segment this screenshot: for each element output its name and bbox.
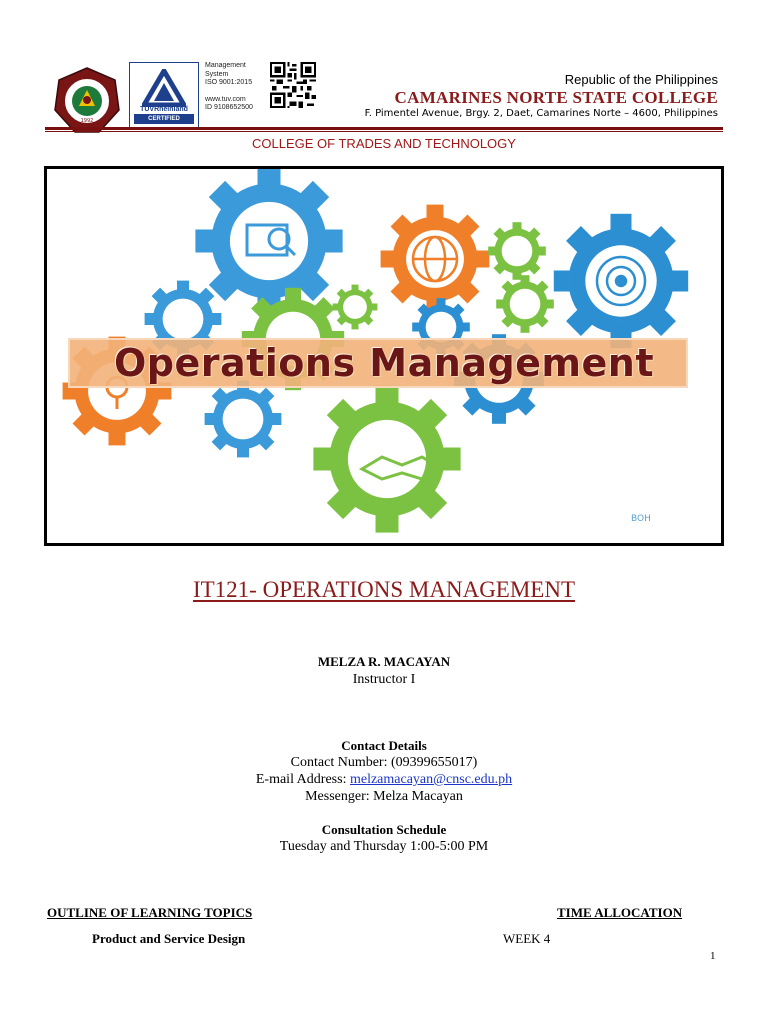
time-allocation-heading: TIME ALLOCATION <box>557 905 683 920</box>
republic-label: Republic of the Philippines <box>564 72 718 87</box>
certification-info <box>205 62 267 113</box>
college-name: CAMARINES NORTE STATE COLLEGE <box>394 88 718 107</box>
college-address: F. Pimentel Avenue, Brgy. 2, Daet, Camarines Norte – 4600, Philippines <box>364 108 718 119</box>
header-divider-thin <box>45 131 723 132</box>
page-number: 1 <box>710 950 716 962</box>
cert-line: ISO 9001:2015 <box>205 79 253 86</box>
tuv-triangle-icon <box>142 69 186 107</box>
topic-name: Product and Service Design <box>92 931 246 946</box>
cert-line: ID 9108652500 <box>205 104 253 111</box>
consultation-schedule: Tuesday and Thursday 1:00-5:00 PM <box>279 839 489 854</box>
svg-text:BOH: BOH <box>631 514 651 524</box>
course-title <box>0 577 768 603</box>
cover-banner-title: Operations Management <box>113 341 655 385</box>
contact-heading: Contact Details <box>341 738 427 753</box>
cert-line: System <box>205 70 229 78</box>
tuv-certified-label: CERTIFIED <box>134 114 194 124</box>
consultation-heading: Consultation Schedule <box>321 822 447 837</box>
seal-year: 1992 <box>80 118 94 124</box>
contact-number: Contact Number: (09399655017) <box>290 755 478 770</box>
qr-code-icon <box>270 62 316 108</box>
outline-heading: OUTLINE OF LEARNING TOPICS <box>47 905 253 920</box>
college-seal-logo <box>53 66 121 134</box>
cert-line: www.tuv.com <box>205 95 246 103</box>
contact-email-line <box>0 772 768 788</box>
tuv-certification-badge <box>129 62 199 128</box>
instructor-role: Instructor I <box>352 672 416 687</box>
tuv-brand: TÜVRheinland <box>140 106 188 113</box>
email-label: E-mail Address: <box>255 772 350 787</box>
cert-line: Management <box>205 62 246 69</box>
contact-messenger: Messenger: Melza Macayan <box>305 789 463 804</box>
instructor-name: MELZA R. MACAYAN <box>317 654 451 669</box>
topic-time: WEEK 4 <box>503 931 551 946</box>
department-name: COLLEGE OF TRADES AND TECHNOLOGY <box>252 136 516 151</box>
email-link[interactable]: melzamacayan@cnsc.edu.ph <box>349 772 513 787</box>
cover-image <box>44 166 724 546</box>
header-divider <box>45 127 723 130</box>
course-title-text: IT121- OPERATIONS MANAGEMENT <box>192 577 576 602</box>
